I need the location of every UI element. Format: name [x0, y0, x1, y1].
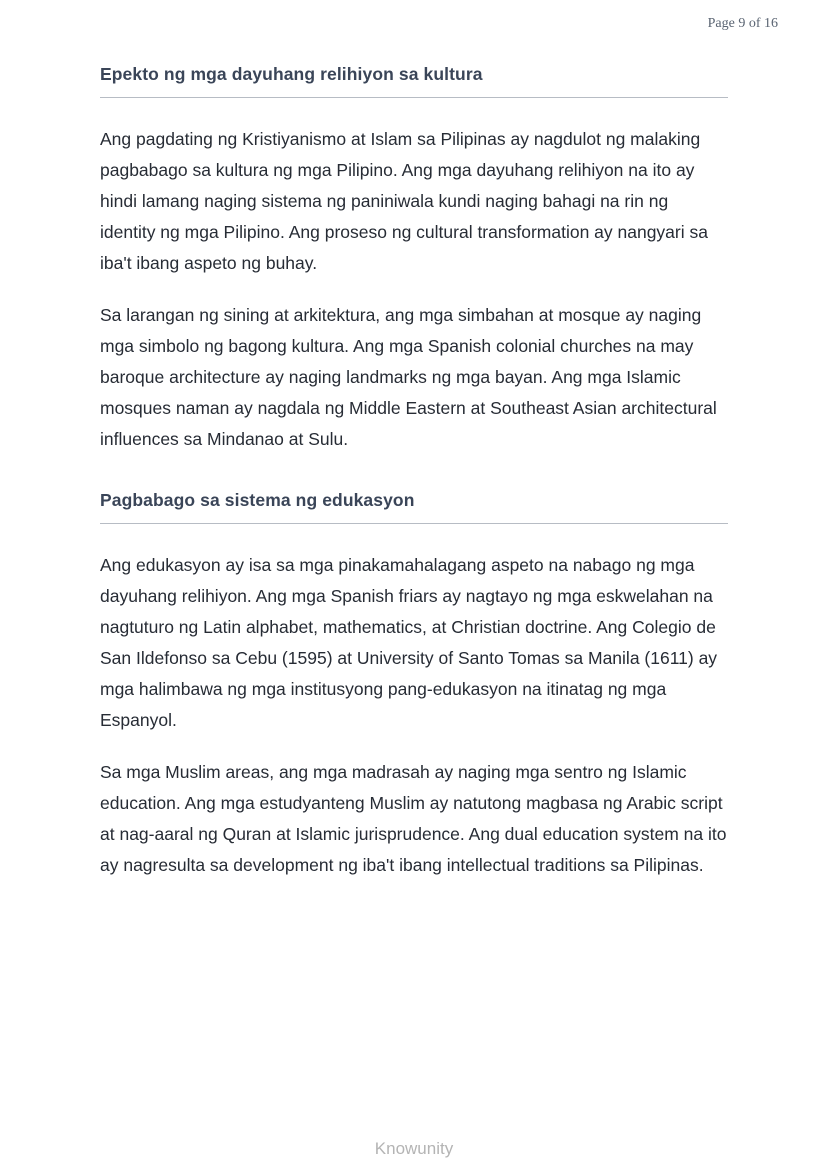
paragraph: Sa mga Muslim areas, ang mga madrasah ay naging mga sentro ng Islamic education. Ang mga estudyanteng Muslim ay natutong magbasa ng Arabic script at nag-aaral ng Quran at Islamic jurisprudence. Ang dual education system na ito ay nagresulta sa development ng iba't ibang intellectual traditions sa Pilipinas.	[100, 762, 727, 875]
section-foreign-religion-culture	[100, 50, 728, 455]
paragraph: Ang pagdating ng Kristiyanismo at Islam sa Pilipinas ay nagdulot ng malaking pagbabago sa kultura ng mga Pilipino. Ang mga dayuhang relihiyon na ito ay hindi lamang naging sistema ng paniniwala kundi naging bahagi na rin ng identity ng mga Pilipino. Ang proseso ng cultural transformation ay nangyari sa iba't ibang aspeto ng buhay.	[100, 129, 708, 273]
heading-divider	[100, 523, 728, 524]
footer-brand: Knowunity	[374, 1139, 454, 1158]
section-heading: Epekto ng mga dayuhang relihiyon sa kultura	[100, 64, 483, 84]
paragraph: Sa larangan ng sining at arkitektura, ang mga simbahan at mosque ay naging mga simbolo ng bagong kultura. Ang mga Spanish colonial churches na may baroque architecture ay naging landmarks ng mga bayan. Ang mga Islamic mosques naman ay nagdala ng Middle Eastern at Southeast Asian architectural influences sa Mindanao at Sulu.	[100, 305, 717, 449]
heading-divider	[100, 97, 728, 98]
document-content	[100, 50, 728, 902]
section-heading: Pagbabago sa sistema ng edukasyon	[100, 490, 415, 510]
page-number: Page 9 of 16	[707, 16, 778, 31]
section-education-system	[100, 476, 728, 881]
paragraph: Ang edukasyon ay isa sa mga pinakamahalagang aspeto na nabago ng mga dayuhang relihiyon. Ang mga Spanish friars ay nagtayo ng mga eskwelahan na nagtuturo ng Latin alphabet, mathematics, at Christian doctrine. Ang Colegio de San Ildefonso sa Cebu (1595) at University of Santo Tomas sa Manila (1611) ay mga halimbawa ng mga institusyong pang-edukasyon na itinatag ng mga Espanyol.	[100, 555, 718, 730]
